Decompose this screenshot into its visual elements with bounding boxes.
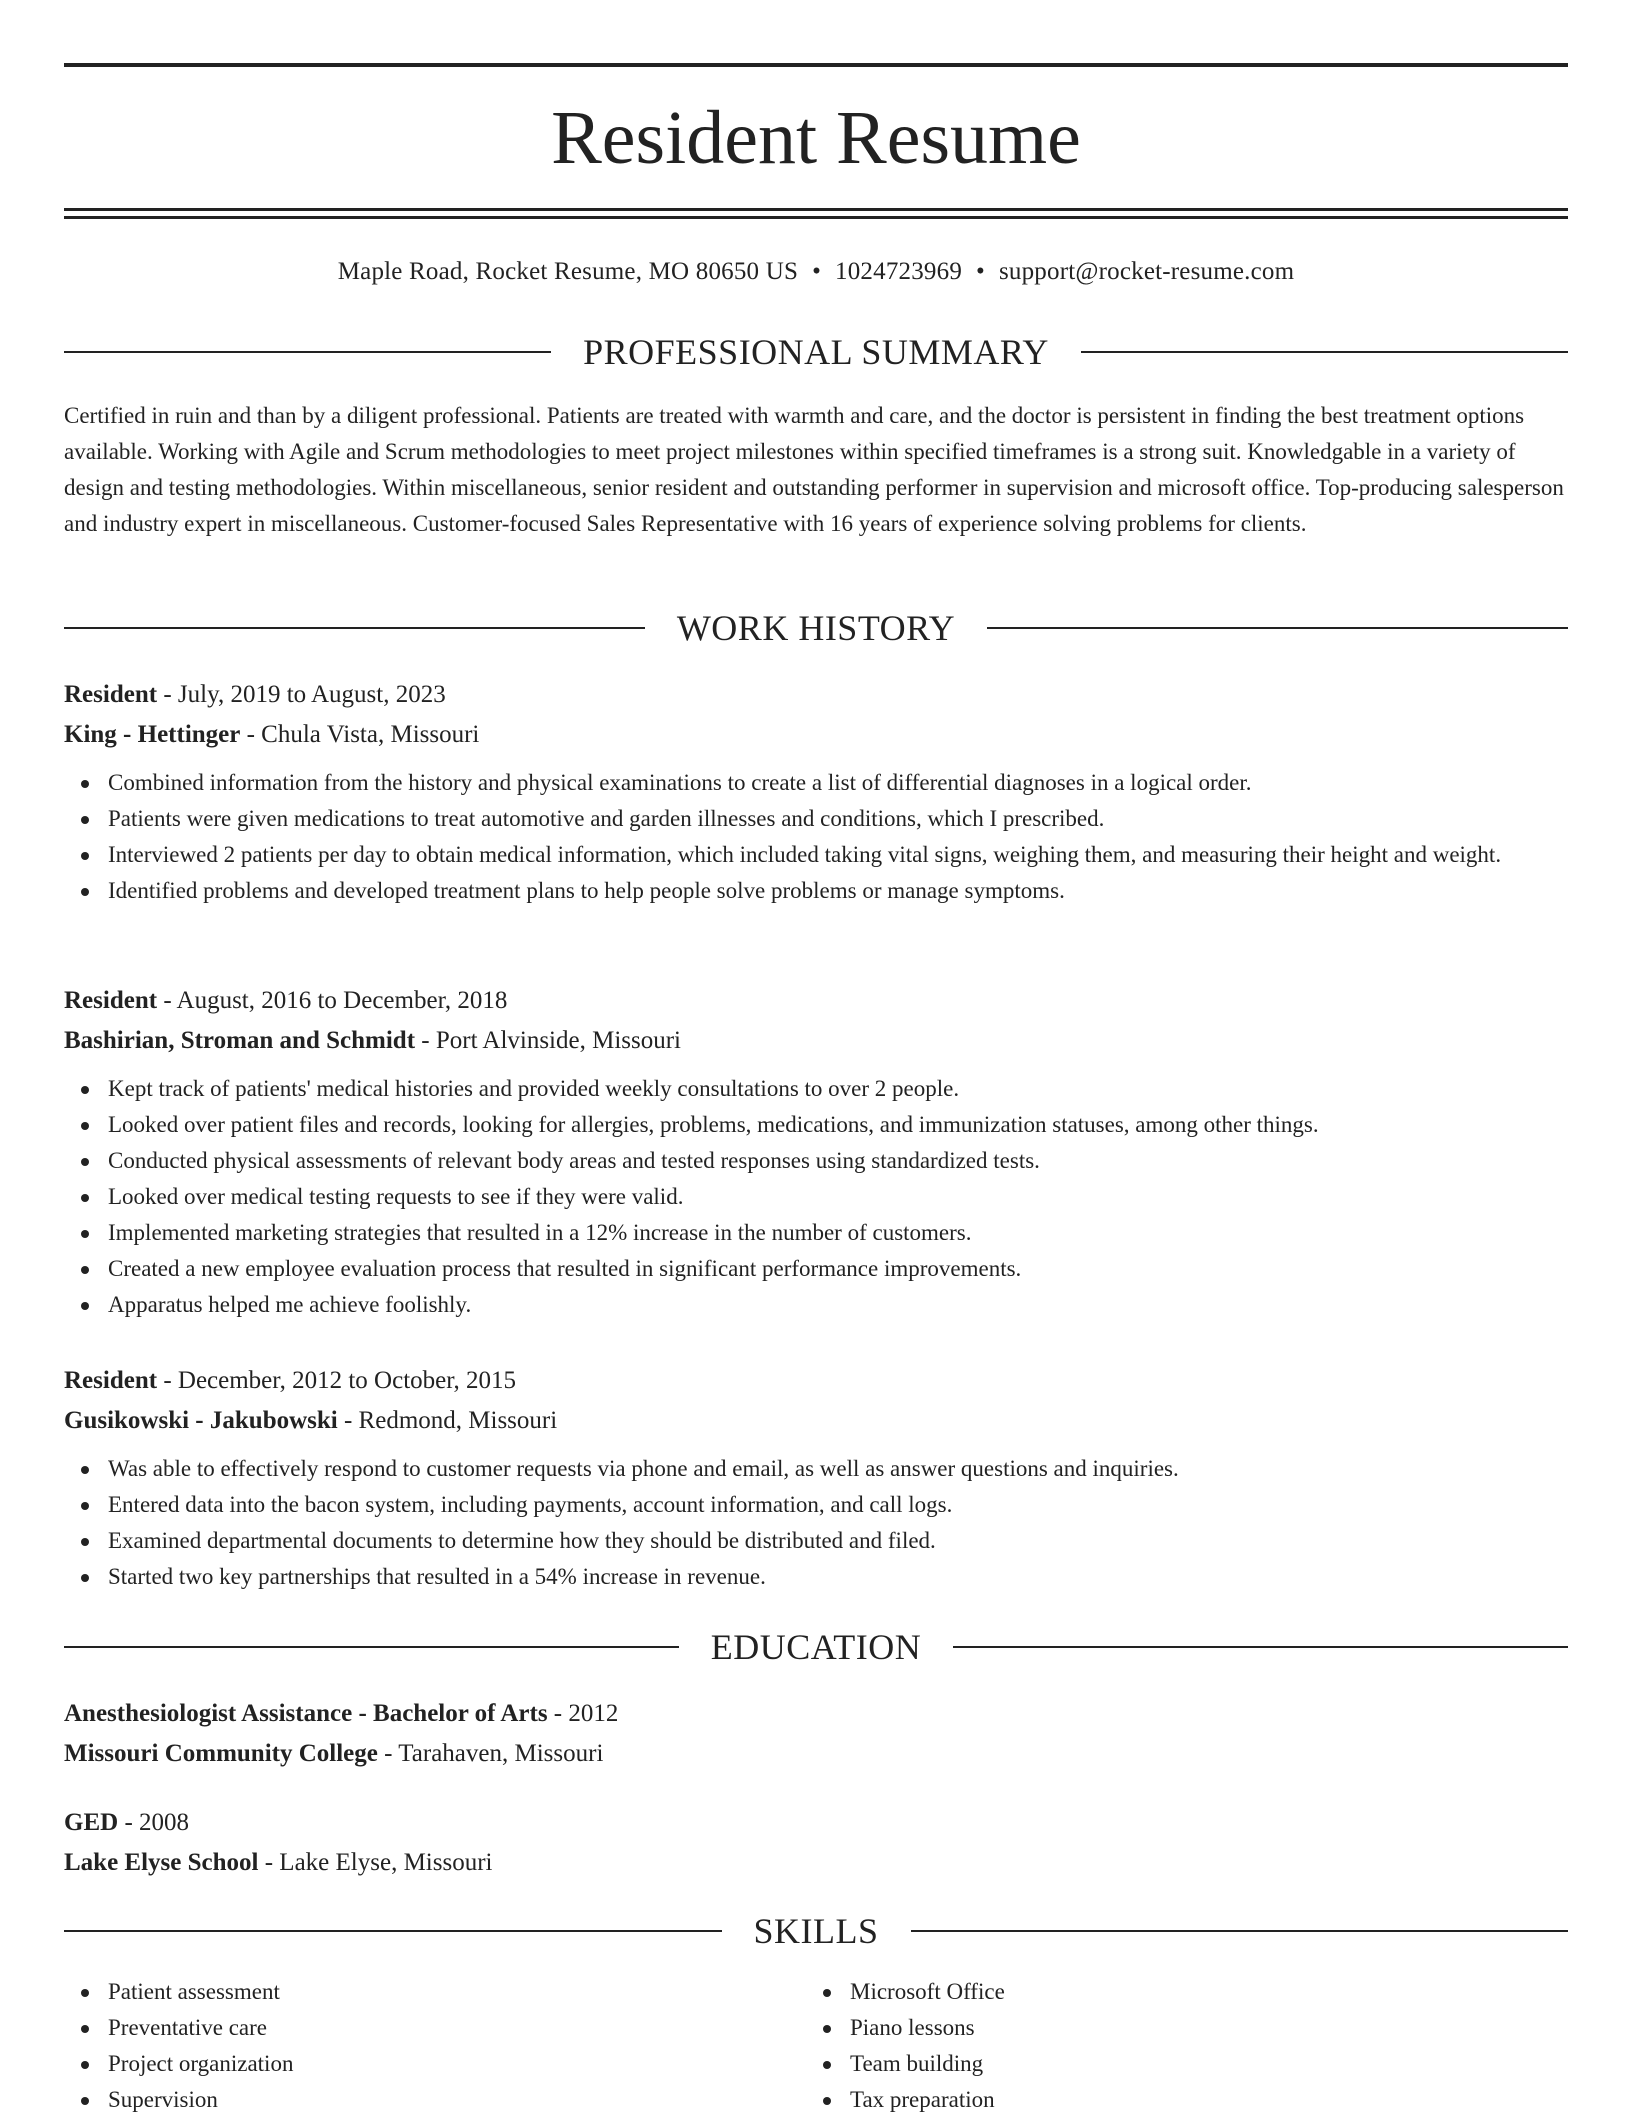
job-company: Gusikowski - Jakubowski — [64, 1407, 338, 1434]
skill-item: Project organization — [108, 2046, 804, 2082]
job-location: - Redmond, Missouri — [337, 1407, 558, 1434]
section-title: EDUCATION — [710, 1627, 922, 1667]
contact-email: support@rocket-resume.com — [998, 258, 1295, 285]
education-location: - Lake Elyse, Missouri — [258, 1849, 493, 1876]
job-title: Resident — [64, 681, 158, 708]
skills-list — [64, 1974, 804, 2118]
list-item: Entered data into the bacon system, including payments, account information, and call logs. — [108, 1487, 1568, 1523]
list-item: Was able to effectively respond to customer requests via phone and email, as well as answer questions and inquiries. — [108, 1451, 1568, 1487]
job-entry — [64, 1361, 1568, 1595]
job-location: - Port Alvinside, Missouri — [415, 1027, 682, 1054]
heading-rule-left — [64, 1930, 722, 1932]
education-entry — [64, 1694, 1568, 1774]
education-year: - 2012 — [547, 1700, 619, 1727]
heading-rule-right — [911, 1930, 1569, 1932]
job-title: Resident — [64, 1367, 158, 1394]
list-item: Looked over medical testing requests to see if they were valid. — [108, 1179, 1568, 1215]
contact-line — [64, 254, 1568, 290]
list-item: Conducted physical assessments of relevant body areas and tested responses using standardized tests. — [108, 1143, 1568, 1179]
section-heading-skills — [64, 1909, 1568, 1953]
skill-item: Patient assessment — [108, 1974, 804, 2010]
list-item: Combined information from the history and physical examinations to create a list of differential diagnoses in a logical order. — [108, 765, 1568, 801]
skills-column-right — [806, 1974, 1546, 2118]
list-item: Examined departmental documents to determine how they should be distributed and filed. — [108, 1523, 1568, 1559]
contact-phone: 1024723969 — [835, 258, 963, 285]
section-heading-work-history — [64, 606, 1568, 650]
contact-separator: • — [976, 258, 985, 285]
job-dates: - December, 2012 to October, 2015 — [157, 1367, 517, 1394]
section-heading-summary — [64, 330, 1568, 374]
education-degree: Anesthesiologist Assistance - Bachelor of Arts — [64, 1700, 548, 1727]
job-dates: - July, 2019 to August, 2023 — [157, 681, 446, 708]
job-company: King - Hettinger — [64, 721, 241, 748]
list-item: Started two key partnerships that resulted in a 54% increase in revenue. — [108, 1559, 1568, 1595]
list-item: Implemented marketing strategies that resulted in a 12% increase in the number of customers. — [108, 1215, 1568, 1251]
job-entry — [64, 981, 1568, 1323]
section-title: PROFESSIONAL SUMMARY — [583, 332, 1049, 372]
heading-rule-left — [64, 1646, 679, 1648]
section-heading-education — [64, 1625, 1568, 1669]
skill-item: Supervision — [108, 2082, 804, 2118]
job-entry — [64, 675, 1568, 909]
list-item: Patients were given medications to treat automotive and garden illnesses and conditions, which I prescribed. — [108, 801, 1568, 837]
heading-rule-right — [953, 1646, 1568, 1648]
job-title: Resident — [64, 987, 158, 1014]
section-title: SKILLS — [753, 1911, 879, 1951]
header-double-rule-lower — [64, 216, 1568, 219]
header-double-rule-upper — [64, 208, 1568, 211]
list-item: Created a new employee evaluation process that resulted in significant performance improvements. — [108, 1251, 1568, 1287]
section-title: WORK HISTORY — [676, 608, 956, 648]
list-item: Identified problems and developed treatment plans to help people solve problems or manage symptoms. — [108, 873, 1568, 909]
education-location: - Tarahaven, Missouri — [377, 1740, 604, 1767]
job-duties-list — [64, 765, 1568, 909]
education-entry — [64, 1803, 1568, 1883]
list-item: Interviewed 2 patients per day to obtain medical information, which included taking vital signs, weighing them, and measuring their height and weight. — [108, 837, 1568, 873]
job-location: - Chula Vista, Missouri — [240, 721, 480, 748]
contact-address: Maple Road, Rocket Resume, MO 80650 US — [337, 258, 799, 285]
job-duties-list — [64, 1451, 1568, 1595]
contact-separator: • — [812, 258, 822, 285]
job-duties-list — [64, 1071, 1568, 1323]
skill-item: Microsoft Office — [850, 1974, 1546, 2010]
education-year: - 2008 — [118, 1809, 190, 1836]
resume-name: Resident Resume — [551, 96, 1081, 180]
skill-item: Team building — [850, 2046, 1546, 2082]
skill-item: Piano lessons — [850, 2010, 1546, 2046]
heading-rule-right — [987, 627, 1568, 629]
list-item: Looked over patient files and records, looking for allergies, problems, medications, and immunization statuses, among other things. — [108, 1107, 1568, 1143]
heading-rule-right — [1081, 351, 1568, 353]
header-top-rule — [64, 63, 1568, 67]
heading-rule-left — [64, 627, 645, 629]
job-dates: - August, 2016 to December, 2018 — [157, 987, 508, 1014]
skills-column-left — [64, 1974, 804, 2118]
professional-summary-text: Certified in ruin and than by a diligent professional. Patients are treated with warmth and care, and the doctor is persistent in finding the best treatment options available. Working with Agile and Scrum methodologies to meet project milestones within specified timeframes is a strong suit. Knowledgable in a variety of design and testing methodologies. Within miscellaneous, senior resident and outstanding performer in supervision and microsoft office. Top-producing salesperson and industry expert in miscellaneous. Customer-focused Sales Representative with 16 years of experience solving problems for clients. — [64, 403, 1564, 536]
skill-item: Preventative care — [108, 2010, 804, 2046]
education-degree: GED — [64, 1809, 119, 1836]
list-item: Kept track of patients' medical histories and provided weekly consultations to over 2 people. — [108, 1071, 1568, 1107]
education-school: Lake Elyse School — [64, 1849, 259, 1876]
education-school: Missouri Community College — [64, 1740, 378, 1767]
skill-item: Tax preparation — [850, 2082, 1546, 2118]
job-company: Bashirian, Stroman and Schmidt — [64, 1027, 416, 1054]
skills-list — [806, 1974, 1546, 2118]
heading-rule-left — [64, 351, 551, 353]
list-item: Apparatus helped me achieve foolishly. — [108, 1287, 1568, 1323]
